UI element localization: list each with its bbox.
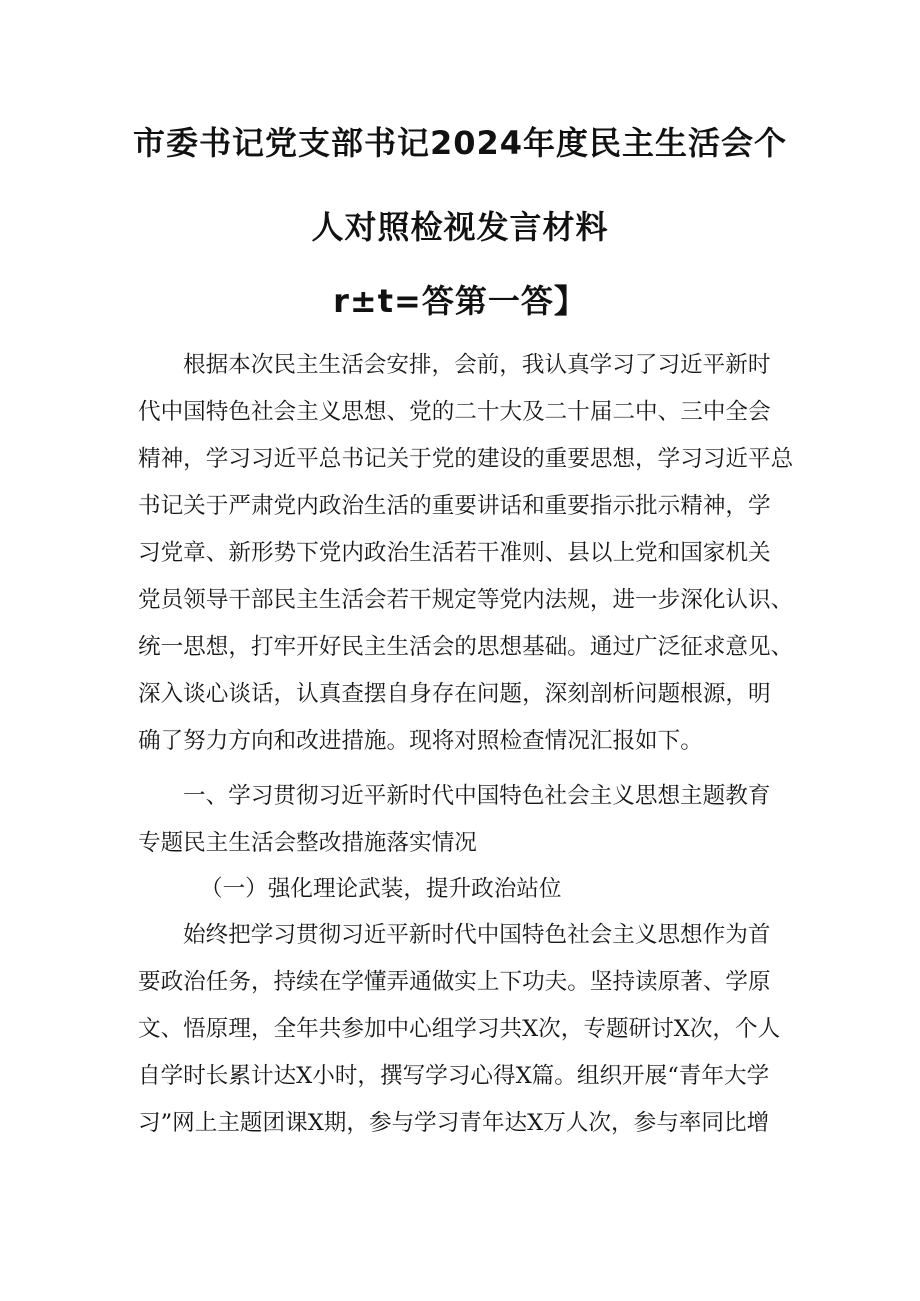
document-title-line-1: 市委书记党支部书记2024年度民主生活会个 (132, 124, 788, 162)
text-line: 深入谈心谈话，认真查摆自身存在问题，深刻剖析问题根源，明 (138, 681, 771, 707)
text-line: （一）强化理论武装，提升政治站位 (200, 876, 562, 902)
text-line: 统一思想，打牢开好民主生活会的思想基础。通过广泛征求意见、 (138, 634, 794, 660)
text-line: 根据本次民主生活会安排，会前，我认真学习了习近平新时 (183, 352, 771, 378)
text-line: 始终把学习贯彻习近平新时代中国特色社会主义思想作为首 (183, 922, 771, 948)
subsection-heading-1 (138, 866, 798, 913)
text-line: 确了努力方向和改进措施。现将对照检查情况汇报如下。 (138, 728, 703, 754)
document-title-line-2: 人对照检视发言材料 (311, 208, 609, 246)
text-line: 书记关于严肃党内政治生活的重要讲话和重要指示批示精神，学 (138, 493, 771, 519)
text-line: 专题民主生活会整改措施落实情况 (138, 830, 477, 856)
text-line: 精神，学习习近平总书记关于党的建设的重要思想，学习习近平总 (138, 446, 794, 472)
text-line: 要政治任务，持续在学懂弄通做实上下功夫。坚持读原著、学原 (138, 969, 771, 995)
text-line: 习”网上主题团课X期，参与学习青年达X万人次，参与率同比增 (138, 1110, 770, 1136)
text-line: 自学时长累计达X小时，撰写学习心得X篇。组织开展“青年大学 (138, 1063, 770, 1089)
text-line: 习党章、新形势下党内政治生活若干准则、县以上党和国家机关 (138, 540, 771, 566)
text-line: 代中国特色社会主义思想、党的二十大及二十届二中、三中全会 (138, 399, 771, 425)
intro-paragraph (138, 342, 798, 765)
document-title-line-3: r±t=答第一答】 (333, 282, 587, 320)
text-line: 党员领导干部民主生活会若干规定等党内法规，进一步深化认识、 (138, 587, 794, 613)
text-line: 文、悟原理，全年共参加中心组学习共X次，专题研讨X次，个人 (138, 1016, 781, 1042)
section-heading-1 (138, 773, 798, 867)
text-line: 一、学习贯彻习近平新时代中国特色社会主义思想主题教育 (183, 783, 771, 809)
body-paragraph-1 (138, 912, 798, 1147)
